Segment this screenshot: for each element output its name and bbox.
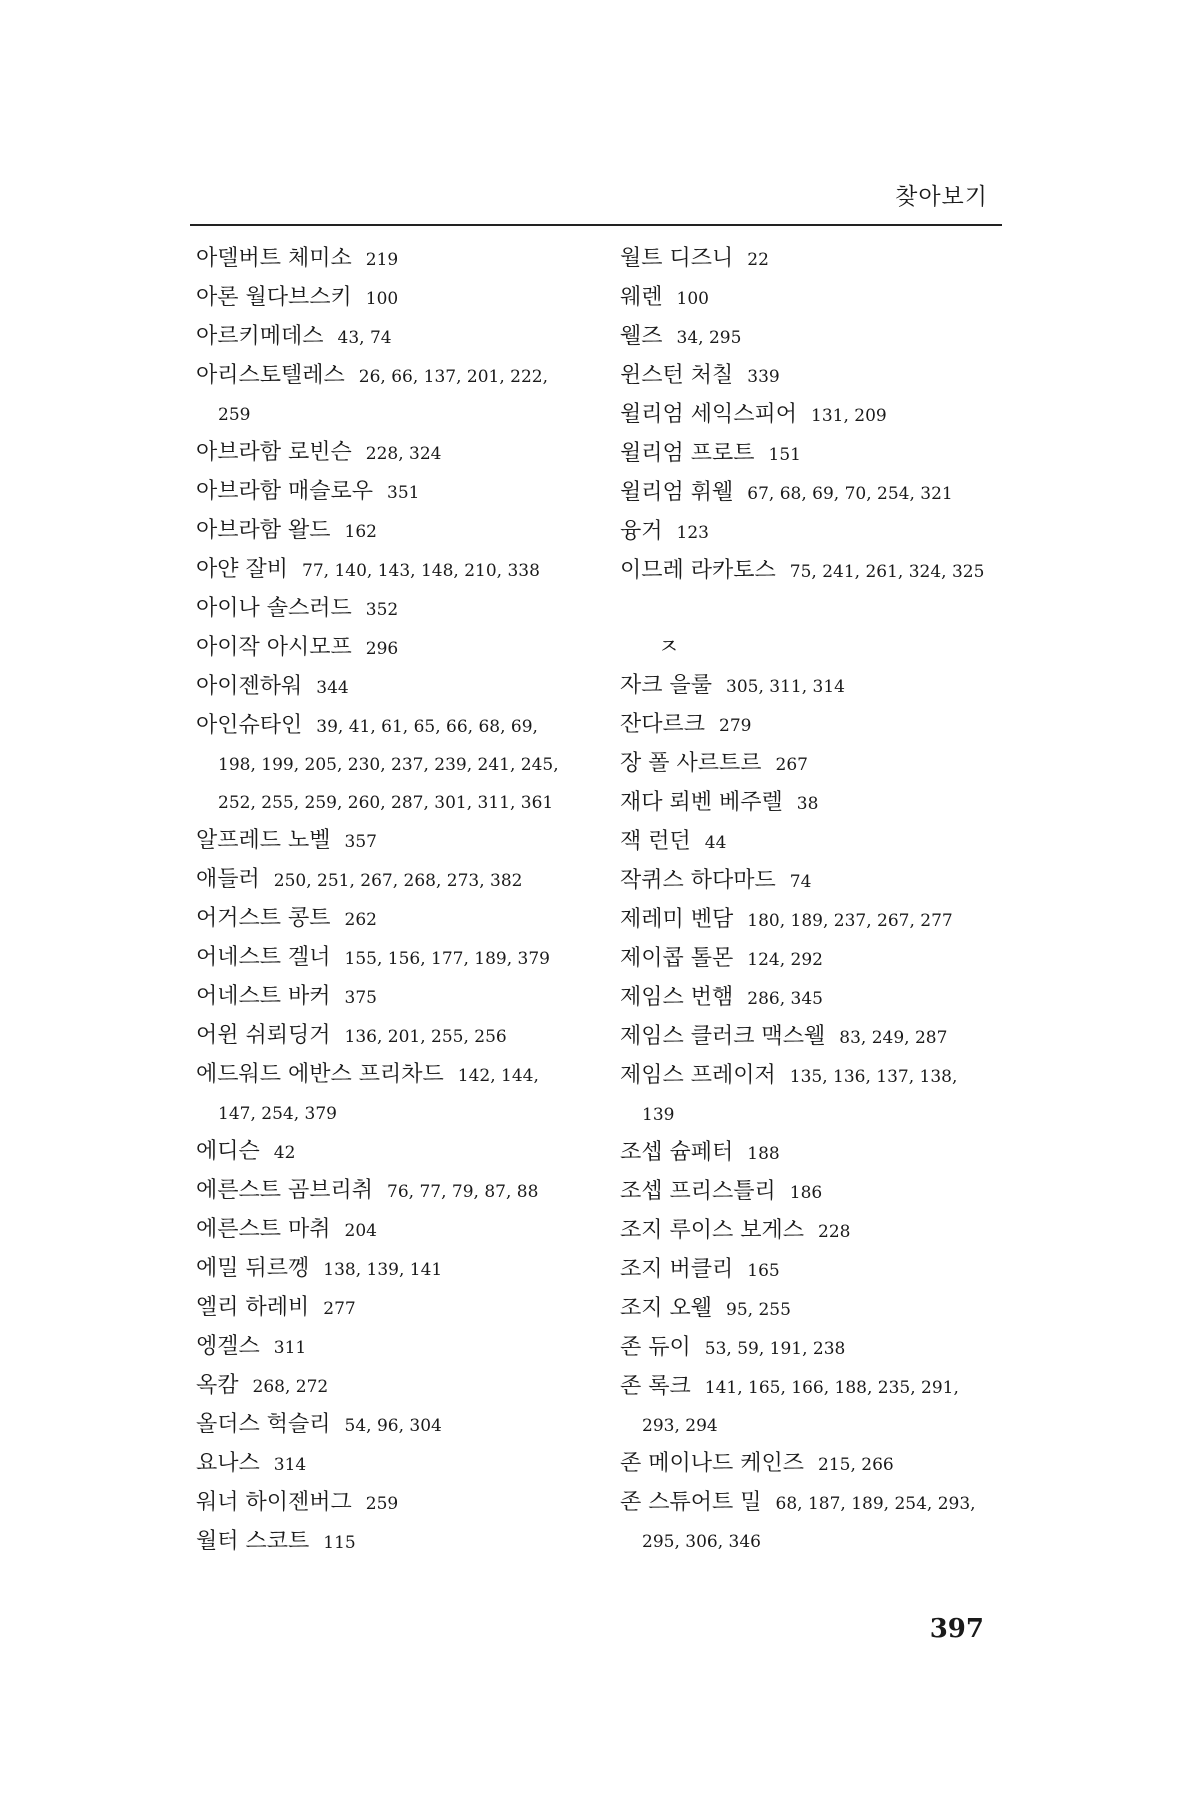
- entry-pages: 165: [747, 1261, 780, 1281]
- entry-pages: 67, 68, 69, 70, 254, 321: [747, 484, 953, 504]
- entry-pages: 38: [796, 794, 819, 814]
- index-entry: [196, 1406, 616, 1445]
- entry-pages: 34, 295: [676, 328, 742, 348]
- entry-name: 조지 오웰: [620, 1296, 713, 1321]
- entry-name: 잭 런던: [620, 829, 691, 854]
- entry-name: 조셉 슘페터: [620, 1140, 734, 1165]
- entry-pages: 267: [775, 755, 808, 775]
- index-entry: [620, 1290, 1040, 1329]
- entry-name: 제이콥 톨몬: [620, 946, 734, 971]
- entry-name: 제임스 번햄: [620, 985, 734, 1010]
- entry-name: 어윈 쉬뢰딩거: [196, 1023, 331, 1048]
- section-letter: ㅈ: [658, 635, 680, 660]
- entry-name: 윌리엄 프로트: [620, 441, 755, 466]
- entry-name: 존 록크: [620, 1374, 691, 1399]
- index-entry: [620, 240, 1040, 279]
- index-column-right: [620, 240, 1040, 1561]
- index-entry: [196, 1445, 616, 1484]
- index-entry: [620, 940, 1040, 979]
- entry-name: 알프레드 노벨: [196, 828, 331, 853]
- index-entry: [196, 1250, 616, 1289]
- entry-pages: 100: [676, 289, 709, 309]
- entry-name: 조지 버클리: [620, 1257, 734, 1282]
- index-column-left: [196, 240, 616, 1562]
- index-entry: [196, 434, 616, 473]
- entry-name: 아브라함 왈드: [196, 518, 331, 543]
- entry-pages: 162: [344, 522, 377, 542]
- entry-name: 애들러: [196, 867, 260, 892]
- entry-pages: 180, 189, 237, 267, 277: [747, 911, 953, 931]
- entry-pages: 136, 201, 255, 256: [344, 1027, 507, 1047]
- entry-name: 존 듀이: [620, 1335, 691, 1360]
- entry-pages: 311: [273, 1338, 307, 1358]
- entry-name: 아론 월다브스키: [196, 285, 352, 310]
- entry-pages: 53, 59, 191, 238: [704, 1339, 846, 1359]
- index-entry: [196, 861, 616, 900]
- index-entry: [620, 396, 1040, 435]
- entry-name: 아이나 솔스러드: [196, 596, 352, 621]
- entry-name: 웰즈: [620, 324, 663, 349]
- entry-name: 자크 을룰: [620, 673, 713, 698]
- entry-name: 잔다르크: [620, 712, 706, 737]
- entry-pages: 339: [747, 367, 780, 387]
- entry-name: 조지 루이스 보게스: [620, 1218, 805, 1243]
- index-group-bottom: [620, 667, 1040, 1561]
- entry-name: 제레미 벤담: [620, 907, 734, 932]
- entry-name: 어네스트 바커: [196, 984, 331, 1009]
- index-entry: [196, 939, 616, 978]
- entry-pages: 259: [365, 1494, 399, 1514]
- entry-pages-continued: 293, 294: [642, 1416, 718, 1436]
- entry-pages: 26, 66, 137, 201, 222,: [358, 367, 549, 387]
- entry-name: 어네스트 겔너: [196, 945, 331, 970]
- index-entry: [196, 978, 616, 1017]
- entry-pages: 131, 209: [811, 406, 887, 426]
- entry-name: 융거: [620, 519, 663, 544]
- index-entry: [620, 706, 1040, 745]
- index-entry: [620, 513, 1040, 552]
- index-entry: [196, 1017, 616, 1056]
- entry-pages: 138, 139, 141: [323, 1260, 443, 1280]
- index-entry: [196, 590, 616, 629]
- entry-pages: 44: [704, 833, 727, 853]
- entry-name: 웨렌: [620, 285, 663, 310]
- entry-pages: 286, 345: [747, 989, 823, 1009]
- entry-pages: 296: [365, 639, 399, 659]
- entry-pages: 228, 324: [365, 444, 442, 464]
- index-entry: [620, 1329, 1040, 1368]
- entry-name: 아이젠하워: [196, 674, 303, 699]
- index-entry: [620, 1445, 1040, 1484]
- entry-name: 엘리 하레비: [196, 1295, 310, 1320]
- entry-pages: 123: [676, 523, 709, 543]
- index-entry: [196, 512, 616, 551]
- entry-name: 윈스턴 처칠: [620, 363, 734, 388]
- entry-pages: 314: [273, 1455, 307, 1475]
- entry-pages: 344: [316, 678, 349, 698]
- index-entry: [620, 745, 1040, 784]
- entry-pages-continued: 198, 199, 205, 230, 237, 239, 241, 245,: [218, 755, 559, 775]
- entry-pages: 219: [365, 250, 399, 270]
- index-entry: [620, 1251, 1040, 1290]
- entry-name: 아리스토텔레스: [196, 363, 345, 388]
- index-entry: [196, 1289, 616, 1328]
- entry-pages: 357: [344, 832, 377, 852]
- entry-pages: 262: [344, 910, 377, 930]
- entry-pages: 250, 251, 267, 268, 273, 382: [273, 871, 523, 891]
- entry-pages: 22: [747, 250, 769, 270]
- entry-pages: 305, 311, 314: [726, 677, 845, 697]
- entry-name: 에드워드 에반스 프리차드: [196, 1062, 444, 1087]
- index-entry: [196, 629, 616, 668]
- entry-name: 월트 디즈니: [620, 246, 734, 271]
- entry-pages: 76, 77, 79, 87, 88: [387, 1182, 539, 1202]
- index-entry: [196, 551, 616, 590]
- index-entry: [196, 822, 616, 861]
- entry-name: 아르키메데스: [196, 324, 324, 349]
- entry-name: 장 폴 사르트르: [620, 751, 762, 776]
- index-entry: [620, 1484, 1040, 1523]
- entry-pages-continued: 295, 306, 346: [642, 1532, 761, 1552]
- index-entry: [196, 318, 616, 357]
- entry-name: 제임스 클러크 맥스웰: [620, 1024, 826, 1049]
- entry-name: 에른스트 마취: [196, 1217, 331, 1242]
- index-entry: [620, 1057, 1040, 1096]
- index-entry: [196, 240, 616, 279]
- index-entry: [620, 552, 1040, 591]
- entry-pages: 352: [365, 600, 399, 620]
- index-group-top: [620, 240, 1040, 591]
- entry-pages: 141, 165, 166, 188, 235, 291,: [704, 1378, 959, 1398]
- entry-pages: 42: [273, 1143, 296, 1163]
- index-entry: [620, 1212, 1040, 1251]
- entry-name: 아얀 잘비: [196, 557, 289, 582]
- index-entry: [196, 1328, 616, 1367]
- entry-name: 이므레 라카토스: [620, 558, 776, 583]
- index-entry: [620, 667, 1040, 706]
- entry-pages: 228: [818, 1222, 851, 1242]
- entry-pages-continued: 252, 255, 259, 260, 287, 301, 311, 361: [218, 793, 554, 813]
- entry-name: 에밀 뒤르껭: [196, 1256, 310, 1281]
- entry-name: 아브라함 매슬로우: [196, 479, 374, 504]
- index-entry: [196, 357, 616, 396]
- entry-pages: 43, 74: [337, 328, 392, 348]
- entry-name: 옥캄: [196, 1373, 239, 1398]
- entry-pages: 95, 255: [726, 1300, 791, 1320]
- entry-pages: 74: [789, 872, 812, 892]
- entry-pages: 351: [387, 483, 420, 503]
- entry-name: 에디슨: [196, 1139, 260, 1164]
- index-entry: [620, 901, 1040, 940]
- index-entry: [620, 823, 1040, 862]
- entry-pages: 124, 292: [747, 950, 823, 970]
- running-header-title: 찾아보기: [895, 184, 988, 210]
- index-entry: [620, 1134, 1040, 1173]
- entry-pages: 75, 241, 261, 324, 325: [789, 562, 985, 582]
- entry-pages: 68, 187, 189, 254, 293,: [775, 1494, 976, 1514]
- entry-name: 재다 뢰벤 베주렐: [620, 790, 783, 815]
- entry-name: 올더스 헉슬리: [196, 1412, 331, 1437]
- entry-pages: 39, 41, 61, 65, 66, 68, 69,: [316, 717, 538, 737]
- index-entry: [196, 900, 616, 939]
- index-entry: [620, 979, 1040, 1018]
- entry-pages: 100: [365, 289, 399, 309]
- entry-name: 워너 하이젠버그: [196, 1490, 352, 1515]
- index-entry: [196, 1211, 616, 1250]
- entry-name: 제임스 프레이저: [620, 1063, 776, 1088]
- index-entry: [196, 1133, 616, 1172]
- entry-pages: 54, 96, 304: [344, 1416, 442, 1436]
- entry-pages-continued: 259: [218, 405, 251, 425]
- entry-pages: 277: [323, 1299, 356, 1319]
- index-entry: [620, 784, 1040, 823]
- entry-pages-continued: 139: [642, 1105, 675, 1125]
- entry-name: 존 스튜어트 밀: [620, 1490, 762, 1515]
- entry-pages: 142, 144,: [457, 1066, 539, 1086]
- index-entry: [196, 1523, 616, 1562]
- index-entry: [196, 668, 616, 707]
- entry-name: 윌리엄 세익스피어: [620, 402, 798, 427]
- entry-name: 존 메이나드 케인즈: [620, 1451, 805, 1476]
- index-entry: [620, 435, 1040, 474]
- entry-name: 작퀴스 하다마드: [620, 868, 776, 893]
- index-entry: [620, 1018, 1040, 1057]
- entry-name: 요나스: [196, 1451, 260, 1476]
- entry-pages: 77, 140, 143, 148, 210, 338: [302, 561, 540, 581]
- entry-pages: 279: [719, 716, 752, 736]
- entry-name: 아브라함 로빈슨: [196, 440, 352, 465]
- index-entry: [196, 707, 616, 746]
- entry-pages: 204: [344, 1221, 377, 1241]
- entry-pages: 268, 272: [252, 1377, 329, 1397]
- index-entry: [620, 1368, 1040, 1407]
- index-entry: [620, 862, 1040, 901]
- entry-pages: 155, 156, 177, 189, 379: [344, 949, 550, 969]
- index-entry: [196, 1484, 616, 1523]
- index-entry: [196, 1367, 616, 1406]
- entry-pages: 188: [747, 1144, 780, 1164]
- entry-pages: 135, 136, 137, 138,: [789, 1067, 958, 1087]
- index-entry: [196, 473, 616, 512]
- page-number: 397: [929, 1614, 984, 1644]
- entry-pages: 83, 249, 287: [839, 1028, 948, 1048]
- entry-name: 에른스트 곰브리취: [196, 1178, 374, 1203]
- index-entry: [620, 318, 1040, 357]
- entry-name: 월터 스코트: [196, 1529, 310, 1554]
- index-entry: [620, 474, 1040, 513]
- entry-name: 윌리엄 휘웰: [620, 480, 734, 505]
- entry-pages: 186: [789, 1183, 823, 1203]
- index-entry: [620, 279, 1040, 318]
- entry-name: 엥겔스: [196, 1334, 260, 1359]
- index-entry: [196, 1172, 616, 1211]
- entry-pages: 115: [323, 1533, 356, 1553]
- entry-name: 아인슈타인: [196, 713, 303, 738]
- header-rule: [190, 224, 1002, 226]
- index-entry: [196, 279, 616, 318]
- entry-pages: 375: [344, 988, 377, 1008]
- index-entry: [620, 357, 1040, 396]
- entry-name: 어거스트 콩트: [196, 906, 331, 931]
- entry-name: 아이작 아시모프: [196, 635, 352, 660]
- entry-pages: 151: [768, 445, 801, 465]
- entry-name: 아델버트 체미소: [196, 246, 352, 271]
- entry-name: 조셉 프리스틀리: [620, 1179, 776, 1204]
- index-entry: [196, 1056, 616, 1095]
- index-entry: [620, 1173, 1040, 1212]
- entry-pages-continued: 147, 254, 379: [218, 1104, 337, 1124]
- entry-pages: 215, 266: [818, 1455, 894, 1475]
